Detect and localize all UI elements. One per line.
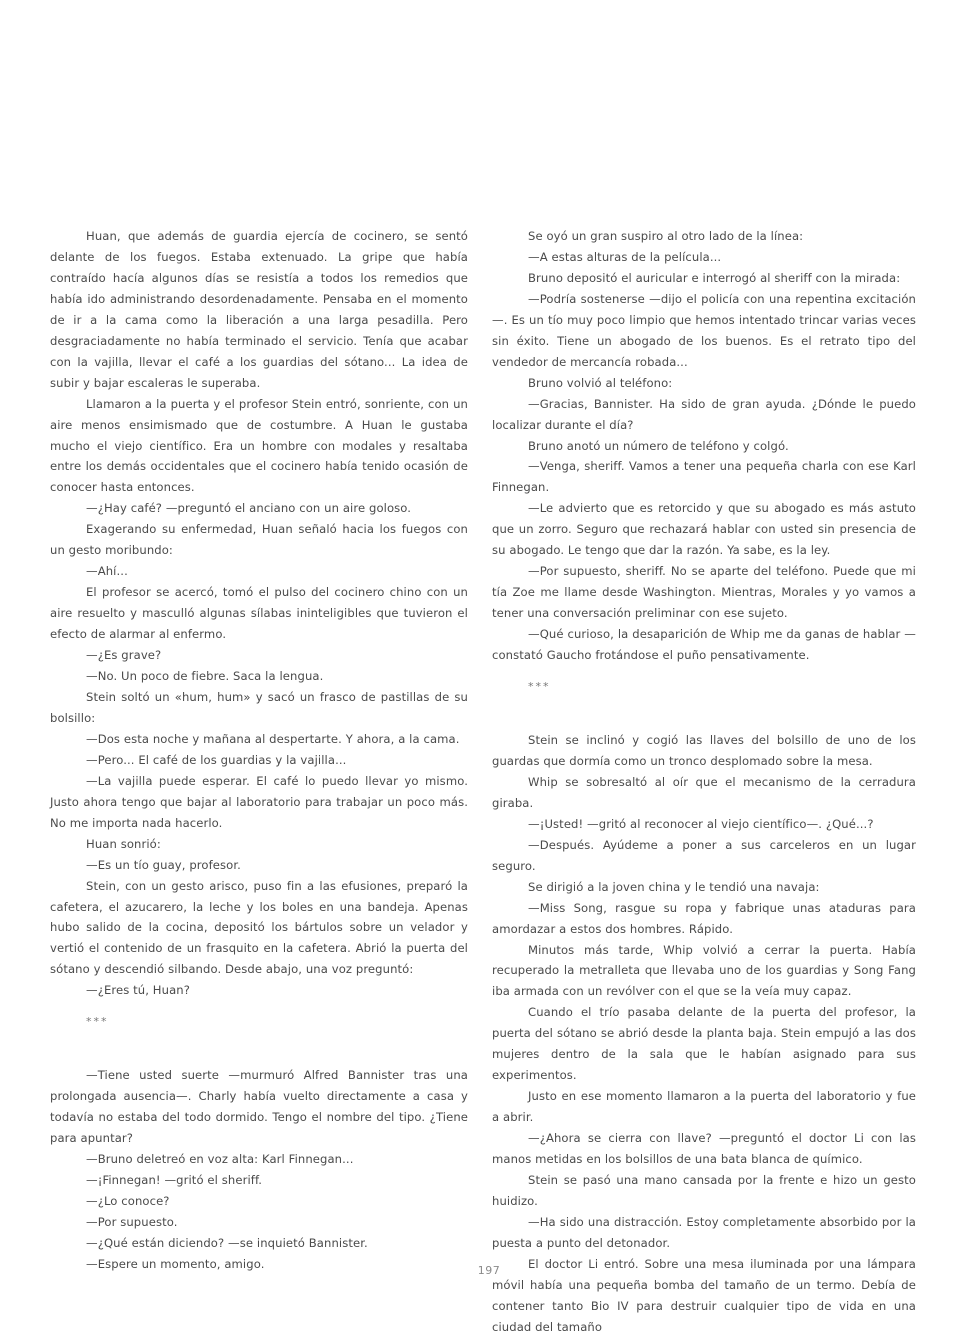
paragraph: Huan sonrió:: [86, 836, 161, 851]
paragraph: Stein, con un gesto arisco, puso fin a las efusiones, preparó la cafetera, el azucarero, la leche y los boles en una bandeja. Apenas hubo salido de la cocina, depositó los bártulos sobre un velador y vertió el contenido de un frasquito en la cafetera. Abrió la puerta del sótano y descendió silbando. Desde abajo, una voz preguntó:: [50, 878, 468, 977]
paragraph: Se oyó un gran suspiro al otro lado de la línea:: [528, 229, 804, 243]
paragraph: Huan, que además de guardia ejercía de cocinero, se sentó delante de los fuegos. Estaba extenuado. La gripe que había contraído hacía algunos días se resistía a todos los remedios que había ido administrando desordenadamente. Pensaba en el momento de ir a la cama como la liberación a una larga pesadilla. Pero desgraciadamente no había terminado el servicio. Tenía que acabar con la vajilla, llevar el café a los guardias del sótano... La idea de subir y bajar escaleras le superaba.: [50, 229, 468, 390]
section-separator: ***: [86, 1015, 109, 1029]
paragraph: Stein se pasó una mano cansada por la frente e hizo un gesto huidizo.: [492, 1172, 916, 1208]
paragraph: —Podría sostenerse —dijo el policía con una repentina excitación—. Es un tío muy poco limpio que hemos intentado trincar varias veces sin éxito. Tiene un abogado de los buenos. Es el retrato tipo del vendedor de mercancía robada...: [492, 291, 916, 369]
paragraph: —Dos esta noche y mañana al despertarte. Y ahora, a la cama.: [86, 731, 460, 746]
paragraph: —Ha sido una distracción. Estoy completamente absorbido por la puesta a punto del detonador.: [492, 1214, 916, 1250]
paragraph: Whip se sobresaltó al oír que el mecanismo de la cerradura giraba.: [492, 774, 916, 810]
paragraph: Bruno anotó un número de teléfono y colgó.: [528, 438, 789, 453]
paragraph: —No. Un poco de fiebre. Saca la lengua.: [86, 669, 324, 684]
paragraph: —Qué curioso, la desaparición de Whip me da ganas de hablar —constató Gaucho frotándose el puño pensativamente.: [492, 627, 916, 663]
paragraph: —Pero... El café de los guardias y la vajilla...: [86, 752, 347, 767]
left-column: [50, 226, 468, 1275]
paragraph: —Tiene usted suerte —murmuró Alfred Bannister tras una prolongada ausencia—. Charly había vuelto directamente a casa y todavía no estaba del todo dormido. Tengo el nombre del tipo. ¿Tiene para apuntar?: [50, 1068, 468, 1146]
paragraph: Exagerando su enfermedad, Huan señaló hacia los fuegos con un gesto moribundo:: [50, 522, 468, 558]
paragraph: —¡Usted! —gritó al reconocer al viejo científico—. ¿Qué...?: [528, 816, 874, 831]
paragraph: —Espere un momento, amigo.: [86, 1256, 265, 1271]
paragraph: Stein se inclinó y cogió las llaves del bolsillo de uno de los guardas que dormía como un tronco desplomado sobre la mesa.: [492, 732, 916, 768]
paragraph: —Miss Song, rasgue su ropa y fabrique unas ataduras para amordazar a estos dos hombres. Rápido.: [492, 900, 916, 936]
paragraph: Stein soltó un «hum, hum» y sacó un frasco de pastillas de su bolsillo:: [50, 689, 468, 725]
paragraph: —¿Eres tú, Huan?: [86, 983, 190, 998]
paragraph: —¿Hay café? —preguntó el anciano con un aire goloso.: [86, 501, 412, 516]
paragraph: El profesor se acercó, tomó el pulso del cocinero chino con un aire resuelto y masculló algunas sílabas ininteligibles que tuvieron el efecto de alarmar al enfermo.: [50, 585, 468, 642]
paragraph: Se dirigió a la joven china y le tendió una navaja:: [528, 879, 820, 894]
paragraph: Bruno volvió al teléfono:: [528, 375, 673, 390]
paragraph: —¿Lo conoce?: [86, 1193, 170, 1208]
paragraph: Justo en ese momento llamaron a la puerta del laboratorio y fue a abrir.: [492, 1089, 916, 1125]
paragraph: —¿Qué están diciendo? —se inquietó Bannister.: [86, 1235, 368, 1250]
paragraph: —A estas alturas de la película...: [528, 249, 722, 264]
paragraph: —Después. Ayúdeme a poner a sus carceleros en un lugar seguro.: [492, 837, 916, 873]
paragraph: —¿Ahora se cierra con llave? —preguntó el doctor Li con las manos metidas en los bolsillos de una bata blanca de químico.: [492, 1131, 916, 1167]
paragraph: Bruno depositó el auricular e interrogó al sheriff con la mirada:: [528, 270, 901, 285]
paragraph: —Es un tío guay, profesor.: [86, 857, 241, 872]
paragraph: Llamaron a la puerta y el profesor Stein entró, sonriente, con un aire menos ensimismado que de costumbre. A Huan le gustaba mucho el viejo científico. Era un hombre con modales y resaltaba entre los demás occidentales que el cocinero había tenido ocasión de conocer hasta entonces.: [50, 396, 468, 495]
right-column: [492, 226, 916, 1338]
paragraph: Minutos más tarde, Whip volvió a cerrar la puerta. Había recuperado la metralleta que llevaba uno de los guardias y Song Fang iba armada con un revólver con el que se la veía muy capaz.: [492, 942, 916, 999]
paragraph: El doctor Li entró. Sobre una mesa iluminada por una lámpara móvil había una pequeña bomba del tamaño de un termo. Debía de contener tanto Bio IV para destruir cualquier tipo de vida en una ciudad del tamaño: [492, 1256, 916, 1334]
paragraph: —Gracias, Bannister. Ha sido de gran ayuda. ¿Dónde le puedo localizar durante el día?: [492, 396, 916, 432]
paragraph: —Bruno deletreó en voz alta: Karl Finnegan...: [86, 1152, 354, 1167]
section-separator: ***: [528, 680, 551, 694]
paragraph: —Le advierto que es retorcido y que su abogado es más astuto que un zorro. Seguro que rechazará hablar con usted sin presencia de su abogado. Le tengo que dar la razón. Ya sabe, es la ley.: [492, 501, 916, 558]
paragraph: —Ahí...: [86, 564, 128, 579]
paragraph: —La vajilla puede esperar. El café lo puedo llevar yo mismo. Justo ahora tengo que bajar al laboratorio para trabajar un poco más. No me importa nada hacerlo.: [50, 773, 468, 830]
paragraph: —Venga, sheriff. Vamos a tener una pequeña charla con ese Karl Finnegan.: [492, 459, 916, 495]
page-number: 197: [477, 1264, 501, 1277]
paragraph: —¿Es grave?: [86, 648, 162, 663]
paragraph: —¡Finnegan! —gritó el sheriff.: [86, 1172, 263, 1187]
paragraph: Cuando el trío pasaba delante de la puerta del profesor, la puerta del sótano se abrió desde la planta baja. Stein empujó a las dos mujeres dentro de la sala que le habían asignado para sus experimentos.: [492, 1005, 916, 1083]
paragraph: —Por supuesto.: [86, 1214, 178, 1229]
paragraph: —Por supuesto, sheriff. No se aparte del teléfono. Puede que mi tía Zoe me llame desde Washington. Mientras, Morales y yo vamos a tener una conversación preliminar con ese sujeto.: [492, 564, 916, 621]
